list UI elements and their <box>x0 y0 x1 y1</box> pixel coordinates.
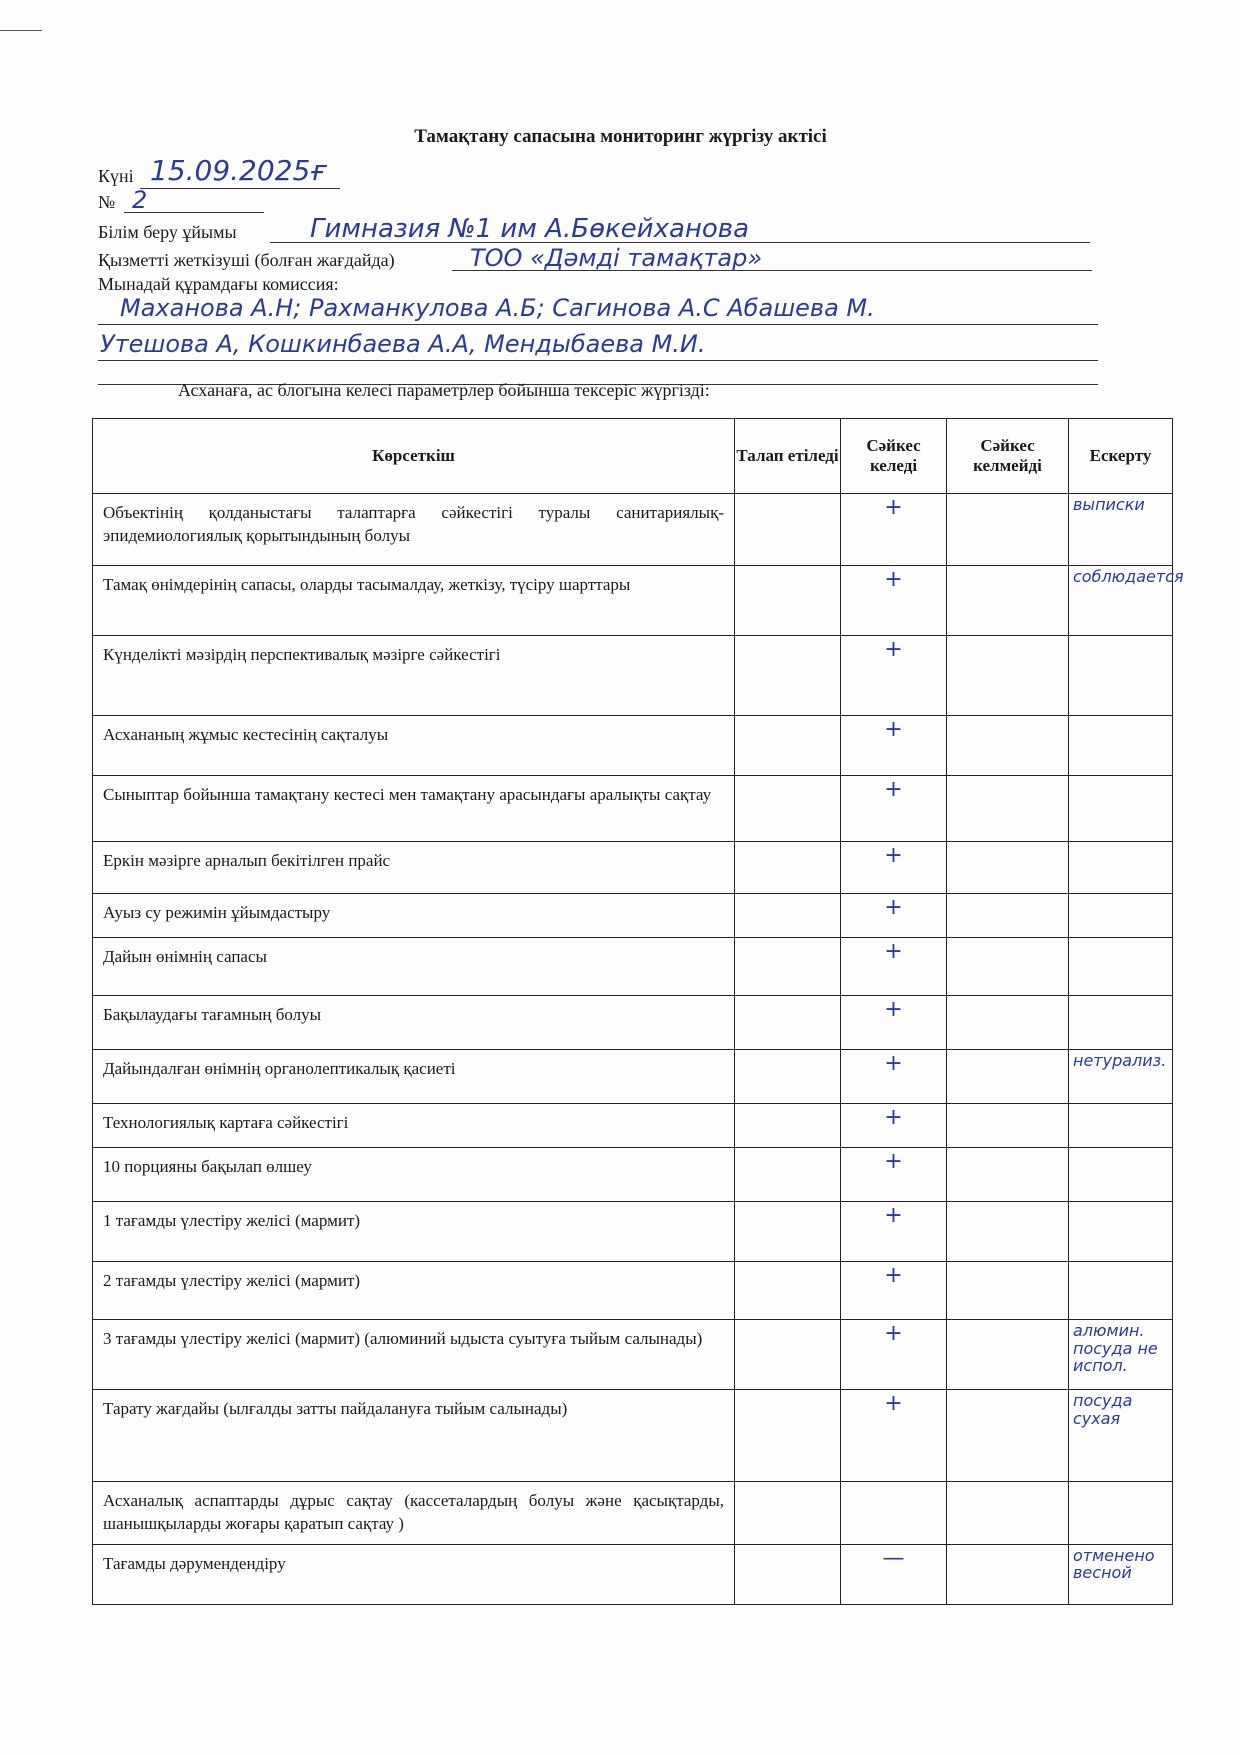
commission-line-2: Утешова А, Кошкинбаева А.А, Мендыбаева М.И. <box>100 330 706 358</box>
required-cell <box>735 716 841 776</box>
commission-underline-2 <box>98 360 1098 361</box>
indicator-cell: Тамақ өнімдерінің сапасы, оларды тасымалдау, жеткізу, түсіру шарттары <box>93 566 735 636</box>
noncompliant-cell <box>947 636 1069 716</box>
header-noncompliant: Сәйкес келмейді <box>947 419 1069 494</box>
indicator-cell: Асхананың жұмыс кестесінің сақталуы <box>93 716 735 776</box>
table-row <box>93 1104 1173 1148</box>
table-row <box>93 842 1173 894</box>
note-cell <box>1069 938 1173 996</box>
noncompliant-cell <box>947 1148 1069 1202</box>
header-required: Талап етіледі <box>735 419 841 494</box>
indicator-cell: 2 тағамды үлестіру желісі (мармит) <box>93 1262 735 1320</box>
required-cell <box>735 1544 841 1604</box>
table-row <box>93 894 1173 938</box>
required-cell <box>735 1482 841 1545</box>
indicator-cell: Тарату жағдайы (ылғалды затты пайдалануға тыйым салынады) <box>93 1390 735 1482</box>
note-cell <box>1069 776 1173 842</box>
required-cell <box>735 494 841 566</box>
date-underline <box>140 188 340 189</box>
note-cell: алюмин. посуда не испол. <box>1069 1320 1173 1390</box>
required-cell <box>735 996 841 1050</box>
required-cell <box>735 1104 841 1148</box>
noncompliant-cell <box>947 494 1069 566</box>
table-row <box>93 1482 1173 1545</box>
noncompliant-cell <box>947 1320 1069 1390</box>
indicator-cell: Бақылаудағы тағамның болуы <box>93 996 735 1050</box>
org-label: Білім беру ұйымы <box>98 222 237 242</box>
indicator-cell: Тағамды дәрумендендіру <box>93 1544 735 1604</box>
table-row <box>93 716 1173 776</box>
noncompliant-cell <box>947 938 1069 996</box>
indicator-cell: 1 тағамды үлестіру желісі (мармит) <box>93 1202 735 1262</box>
indicator-cell: Дайындалған өнімнің органолептикалық қасиеті <box>93 1050 735 1104</box>
noncompliant-cell <box>947 1482 1069 1545</box>
noncompliant-cell <box>947 716 1069 776</box>
commission-label: Мынадай құрамдағы комиссия: <box>98 274 339 294</box>
note-cell <box>1069 1202 1173 1262</box>
table-row <box>93 1262 1173 1320</box>
indicator-cell: Еркін мәзірге арналып бекітілген прайс <box>93 842 735 894</box>
date-label: Күні <box>98 166 134 186</box>
compliant-cell: + <box>841 1050 947 1104</box>
table-body <box>93 494 1184 1605</box>
table-row <box>93 636 1173 716</box>
indicator-cell: Асханалық аспаптарды дұрыс сақтау (кассеталардың болуы және қасықтарды, шанышқыларды жоғары қаратып сақтау ) <box>93 1482 735 1545</box>
note-cell <box>1069 996 1173 1050</box>
required-cell <box>735 636 841 716</box>
supplier-value: ТОО «Дәмді тамақтар» <box>470 244 763 272</box>
note-cell <box>1069 842 1173 894</box>
table-header-row <box>93 419 1173 494</box>
indicator-cell: 3 тағамды үлестіру желісі (мармит) (алюминий ыдыста суытуға тыйым салынады) <box>93 1320 735 1390</box>
note-cell: посуда сухая <box>1069 1390 1173 1482</box>
noncompliant-cell <box>947 1050 1069 1104</box>
compliant-cell: + <box>841 494 947 566</box>
noncompliant-cell <box>947 996 1069 1050</box>
required-cell <box>735 842 841 894</box>
required-cell <box>735 894 841 938</box>
note-cell <box>1069 716 1173 776</box>
note-cell <box>1069 1104 1173 1148</box>
header-compliant: Сәйкес келеді <box>841 419 947 494</box>
compliant-cell: + <box>841 776 947 842</box>
indicator-cell: Объектінің қолданыстағы талаптарға сәйкестігі туралы санитариялық-эпидемиологиялық қорытындының болуы <box>93 494 735 566</box>
number-value: 2 <box>132 186 148 214</box>
compliant-cell: + <box>841 1104 947 1148</box>
compliant-cell: + <box>841 894 947 938</box>
compliant-cell <box>841 1482 947 1545</box>
compliant-cell: + <box>841 566 947 636</box>
table-row <box>93 996 1173 1050</box>
inspection-table <box>92 418 1184 1605</box>
required-cell <box>735 1390 841 1482</box>
intro-text: Асханаға, ас блогына келесі параметрлер бойынша тексеріс жүргізді: <box>178 380 710 400</box>
compliant-cell: + <box>841 938 947 996</box>
supplier-label: Қызметті жеткізуші (болған жағдайда) <box>98 250 395 270</box>
number-label: № <box>98 192 116 212</box>
note-cell <box>1069 1482 1173 1545</box>
required-cell <box>735 1202 841 1262</box>
table-row <box>93 776 1173 842</box>
note-cell: соблюдается <box>1069 566 1173 636</box>
noncompliant-cell <box>947 1390 1069 1482</box>
table-row <box>93 938 1173 996</box>
required-cell <box>735 1050 841 1104</box>
indicator-cell: Күнделікті мәзірдің перспективалық мәзірге сәйкестігі <box>93 636 735 716</box>
table-row <box>93 1320 1173 1390</box>
note-cell <box>1069 1148 1173 1202</box>
indicator-cell: 10 порцияны бақылап өлшеу <box>93 1148 735 1202</box>
compliant-cell: + <box>841 1262 947 1320</box>
date-value: 15.09.2025ғ <box>150 154 326 187</box>
noncompliant-cell <box>947 894 1069 938</box>
table-row <box>93 1390 1173 1482</box>
compliant-cell: + <box>841 716 947 776</box>
note-cell <box>1069 894 1173 938</box>
table-row <box>93 1050 1173 1104</box>
compliant-cell: + <box>841 1390 947 1482</box>
table-row <box>93 494 1173 566</box>
note-cell: отменено весной <box>1069 1544 1173 1604</box>
compliant-cell: + <box>841 1148 947 1202</box>
noncompliant-cell <box>947 1202 1069 1262</box>
indicator-cell: Технологиялық картаға сәйкестігі <box>93 1104 735 1148</box>
note-cell: нетурализ. <box>1069 1050 1173 1104</box>
document-title: Тамақтану сапасына мониторинг жүргізу актісі <box>414 126 827 147</box>
required-cell <box>735 776 841 842</box>
table-row <box>93 1148 1173 1202</box>
note-cell: выписки <box>1069 494 1173 566</box>
org-value: Гимназия №1 им А.Бөкейханова <box>310 214 750 244</box>
required-cell <box>735 566 841 636</box>
compliant-cell: + <box>841 996 947 1050</box>
indicator-cell: Сыныптар бойынша тамақтану кестесі мен тамақтану арасындағы аралықты сақтау <box>93 776 735 842</box>
note-cell <box>1069 636 1173 716</box>
note-cell <box>1069 1262 1173 1320</box>
commission-line-1: Маханова А.Н; Рахманкулова А.Б; Сагинова А.С Абашева М. <box>120 294 875 322</box>
noncompliant-cell <box>947 1104 1069 1148</box>
noncompliant-cell <box>947 1262 1069 1320</box>
scan-corner-mark <box>0 30 42 31</box>
indicator-cell: Дайын өнімнің сапасы <box>93 938 735 996</box>
header-note: Ескерту <box>1069 419 1173 494</box>
noncompliant-cell <box>947 842 1069 894</box>
header-indicator: Көрсеткіш <box>93 419 735 494</box>
compliant-cell: + <box>841 842 947 894</box>
noncompliant-cell <box>947 566 1069 636</box>
noncompliant-cell <box>947 776 1069 842</box>
compliant-cell: + <box>841 1320 947 1390</box>
compliant-cell: + <box>841 636 947 716</box>
table-row <box>93 1202 1173 1262</box>
compliant-cell: + <box>841 1202 947 1262</box>
required-cell <box>735 1262 841 1320</box>
indicator-cell: Ауыз су режимін ұйымдастыру <box>93 894 735 938</box>
commission-underline-1 <box>98 324 1098 325</box>
table-row <box>93 1544 1173 1604</box>
compliant-cell: — <box>841 1544 947 1604</box>
table-row <box>93 566 1173 636</box>
noncompliant-cell <box>947 1544 1069 1604</box>
required-cell <box>735 938 841 996</box>
required-cell <box>735 1320 841 1390</box>
required-cell <box>735 1148 841 1202</box>
